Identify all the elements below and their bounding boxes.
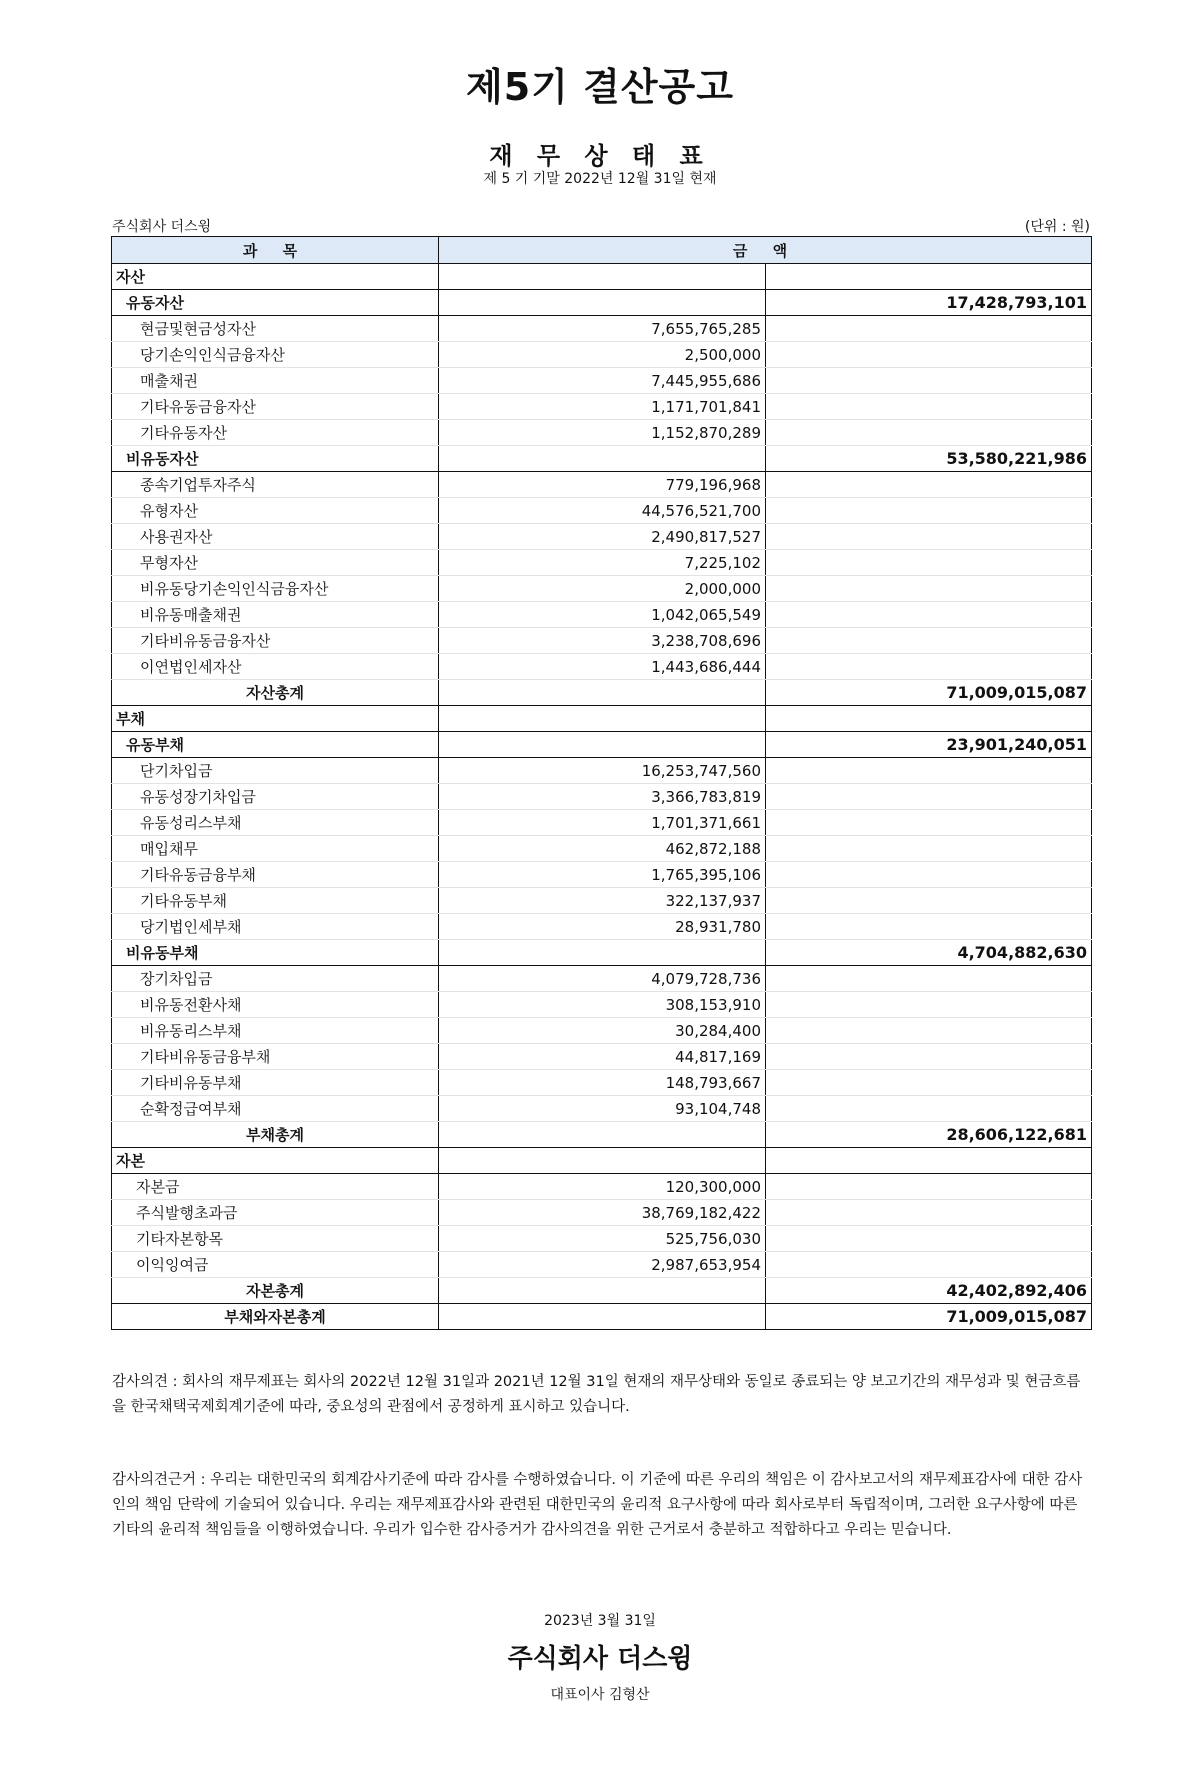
table-header-row [112,237,1092,264]
detail-amount-cell: 3,238,708,696 [439,628,766,654]
unit-label: (단위 : 원) [1024,219,1090,235]
total-amount-cell [766,1044,1092,1070]
table-row [112,1200,1092,1226]
total-amount-cell [766,758,1092,784]
total-amount-cell [766,472,1092,498]
detail-amount-cell: 38,769,182,422 [439,1200,766,1226]
total-amount-cell [766,576,1092,602]
total-amount-cell [766,810,1092,836]
account-cell: 이익잉여금 [112,1252,439,1278]
total-amount-cell: 4,704,882,630 [766,940,1092,966]
account-cell: 현금및현금성자산 [112,316,439,342]
table-row [112,524,1092,550]
account-cell: 무형자산 [112,550,439,576]
document-title: 제5기 결산공고 [466,65,734,109]
header-amount: 금 액 [439,237,1092,264]
table-row [112,446,1092,472]
statement-period: 제 5 기 기말 2022년 12월 31일 현재 [483,171,717,187]
table-row [112,316,1092,342]
detail-amount-cell [439,264,766,290]
detail-amount-cell: 1,152,870,289 [439,420,766,446]
account-cell: 유동성리스부채 [112,810,439,836]
detail-amount-cell: 2,987,653,954 [439,1252,766,1278]
detail-amount-cell: 28,931,780 [439,914,766,940]
table-row [112,290,1092,316]
detail-amount-cell: 462,872,188 [439,836,766,862]
account-cell: 기타유동금융부채 [112,862,439,888]
total-amount-cell [766,836,1092,862]
detail-amount-cell [439,446,766,472]
account-cell: 종속기업투자주식 [112,472,439,498]
account-cell: 단기차입금 [112,758,439,784]
detail-amount-cell: 2,490,817,527 [439,524,766,550]
detail-amount-cell: 1,443,686,444 [439,654,766,680]
table-row [112,576,1092,602]
detail-amount-cell [439,732,766,758]
total-amount-cell [766,1148,1092,1174]
account-cell: 자본금 [112,1174,439,1200]
table-row [112,940,1092,966]
account-cell: 기타유동금융자산 [112,394,439,420]
total-amount-cell [766,1096,1092,1122]
total-amount-cell [766,368,1092,394]
account-cell: 매출채권 [112,368,439,394]
audit-opinion: 감사의견 : 회사의 재무제표는 회사의 2022년 12월 31일과 2021년 12월 31일 현재의 재무상태와 동일로 종료되는 양 보고기간의 재무성과 및 현금흐름을 한국채택국제회계기준에 따라, 중요성의 관점에서 공정하게 표시하고 있습니다. [112,1374,1081,1415]
account-cell: 당기법인세부채 [112,914,439,940]
audit-basis: 감사의견근거 : 우리는 대한민국의 회계감사기준에 따라 감사를 수행하였습니다. 이 기준에 따른 우리의 책임은 이 감사보고서의 재무제표감사에 대한 감사인의 책임 단락에 기술되어 있습니다. 우리는 재무제표감사와 관련된 대한민국의 윤리적 요구사항에 따라 회사로부터 독립적이며, 그러한 요구사항에 따른 기타의 윤리적 책임들을 이행하였습니다. 우리가 입수한 감사증거가 감사의견을 위한 근거로서 충분하고 적합하다고 우리는 믿습니다. [112,1472,1083,1538]
account-cell: 매입채무 [112,836,439,862]
account-cell: 자본총계 [112,1278,439,1304]
total-amount-cell [766,966,1092,992]
account-cell: 기타비유동부채 [112,1070,439,1096]
table-row [112,1148,1092,1174]
detail-amount-cell: 120,300,000 [439,1174,766,1200]
table-row [112,1278,1092,1304]
detail-amount-cell: 1,701,371,661 [439,810,766,836]
account-cell: 유동자산 [112,290,439,316]
table-row [112,914,1092,940]
balance-sheet-table [111,236,1092,1330]
table-row [112,680,1092,706]
total-amount-cell: 53,580,221,986 [766,446,1092,472]
account-cell: 이연법인세자산 [112,654,439,680]
table-row [112,498,1092,524]
account-cell: 비유동전환사채 [112,992,439,1018]
header-account: 과 목 [112,237,439,264]
detail-amount-cell [439,1278,766,1304]
statement-title: 재 무 상 태 표 [489,142,711,170]
account-cell: 부채와자본총계 [112,1304,439,1330]
total-amount-cell [766,1226,1092,1252]
detail-amount-cell: 7,445,955,686 [439,368,766,394]
detail-amount-cell [439,706,766,732]
account-cell: 부채총계 [112,1122,439,1148]
detail-amount-cell [439,290,766,316]
detail-amount-cell: 525,756,030 [439,1226,766,1252]
account-cell: 비유동매출채권 [112,602,439,628]
total-amount-cell [766,264,1092,290]
total-amount-cell [766,498,1092,524]
total-amount-cell [766,628,1092,654]
total-amount-cell [766,394,1092,420]
table-row [112,966,1092,992]
table-row [112,784,1092,810]
table-row [112,550,1092,576]
table-row [112,888,1092,914]
account-cell: 기타유동자산 [112,420,439,446]
total-amount-cell: 23,901,240,051 [766,732,1092,758]
account-cell: 자본 [112,1148,439,1174]
account-cell: 비유동자산 [112,446,439,472]
account-cell: 자산총계 [112,680,439,706]
detail-amount-cell [439,1148,766,1174]
detail-amount-cell: 44,576,521,700 [439,498,766,524]
table-row [112,394,1092,420]
table-row [112,1304,1092,1330]
total-amount-cell [766,1200,1092,1226]
total-amount-cell [766,706,1092,732]
table-row [112,1018,1092,1044]
total-amount-cell [766,862,1092,888]
signer-company: 주식회사 더스윙 [507,1644,693,1674]
table-row [112,342,1092,368]
detail-amount-cell: 1,171,701,841 [439,394,766,420]
detail-amount-cell: 322,137,937 [439,888,766,914]
announcement-date: 2023년 3월 31일 [544,1613,656,1629]
table-body [112,264,1092,1330]
total-amount-cell [766,420,1092,446]
detail-amount-cell: 148,793,667 [439,1070,766,1096]
table-row [112,264,1092,290]
table-row [112,654,1092,680]
table-row [112,992,1092,1018]
table-row [112,420,1092,446]
total-amount-cell [766,1252,1092,1278]
company-label: 주식회사 더스윙 [112,219,212,235]
total-amount-cell: 71,009,015,087 [766,1304,1092,1330]
total-amount-cell: 17,428,793,101 [766,290,1092,316]
table-row [112,1174,1092,1200]
total-amount-cell [766,1070,1092,1096]
signer-ceo: 대표이사 김형산 [550,1687,650,1703]
account-cell: 비유동리스부채 [112,1018,439,1044]
detail-amount-cell: 7,655,765,285 [439,316,766,342]
detail-amount-cell: 4,079,728,736 [439,966,766,992]
table-row [112,628,1092,654]
detail-amount-cell [439,940,766,966]
detail-amount-cell: 7,225,102 [439,550,766,576]
account-cell: 당기손익인식금융자산 [112,342,439,368]
total-amount-cell [766,550,1092,576]
total-amount-cell [766,342,1092,368]
total-amount-cell [766,602,1092,628]
account-cell: 주식발행초과금 [112,1200,439,1226]
total-amount-cell [766,1174,1092,1200]
table-row [112,472,1092,498]
table-row [112,706,1092,732]
account-cell: 유동부채 [112,732,439,758]
table-row [112,1252,1092,1278]
account-cell: 비유동당기손익인식금융자산 [112,576,439,602]
total-amount-cell [766,1018,1092,1044]
account-cell: 기타비유동금융부채 [112,1044,439,1070]
detail-amount-cell [439,680,766,706]
table-row [112,368,1092,394]
table-row [112,1044,1092,1070]
detail-amount-cell: 30,284,400 [439,1018,766,1044]
total-amount-cell [766,992,1092,1018]
account-cell: 기타유동부채 [112,888,439,914]
table-row [112,836,1092,862]
account-cell: 사용권자산 [112,524,439,550]
table-row [112,862,1092,888]
total-amount-cell [766,888,1092,914]
detail-amount-cell: 3,366,783,819 [439,784,766,810]
table-row [112,1096,1092,1122]
detail-amount-cell: 2,500,000 [439,342,766,368]
detail-amount-cell: 1,042,065,549 [439,602,766,628]
table-row [112,602,1092,628]
table-row [112,1122,1092,1148]
account-cell: 비유동부채 [112,940,439,966]
detail-amount-cell: 16,253,747,560 [439,758,766,784]
detail-amount-cell: 93,104,748 [439,1096,766,1122]
table-row [112,732,1092,758]
total-amount-cell [766,316,1092,342]
detail-amount-cell: 308,153,910 [439,992,766,1018]
detail-amount-cell: 44,817,169 [439,1044,766,1070]
detail-amount-cell: 1,765,395,106 [439,862,766,888]
detail-amount-cell: 2,000,000 [439,576,766,602]
account-cell: 유형자산 [112,498,439,524]
total-amount-cell [766,654,1092,680]
total-amount-cell: 42,402,892,406 [766,1278,1092,1304]
account-cell: 기타비유동금융자산 [112,628,439,654]
account-cell: 장기차입금 [112,966,439,992]
account-cell: 순확정급여부채 [112,1096,439,1122]
total-amount-cell [766,524,1092,550]
detail-amount-cell [439,1304,766,1330]
table-row [112,810,1092,836]
total-amount-cell: 71,009,015,087 [766,680,1092,706]
detail-amount-cell [439,1122,766,1148]
total-amount-cell: 28,606,122,681 [766,1122,1092,1148]
account-cell: 부채 [112,706,439,732]
table-row [112,1226,1092,1252]
table-row [112,758,1092,784]
account-cell: 기타자본항목 [112,1226,439,1252]
account-cell: 유동성장기차입금 [112,784,439,810]
detail-amount-cell: 779,196,968 [439,472,766,498]
total-amount-cell [766,914,1092,940]
total-amount-cell [766,784,1092,810]
account-cell: 자산 [112,264,439,290]
table-row [112,1070,1092,1096]
